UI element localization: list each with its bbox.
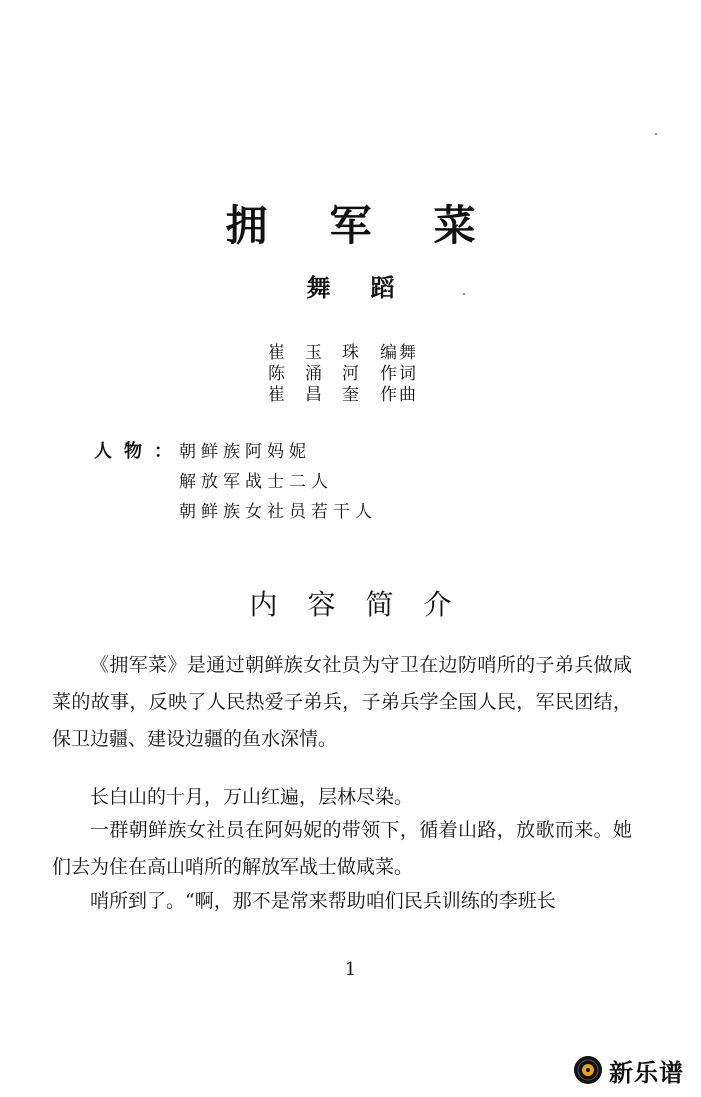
credit-role: 作词 <box>380 364 418 384</box>
page-number: 1 <box>344 959 357 980</box>
credit-line-choreography <box>268 342 428 365</box>
credit-role: 编舞 <box>380 343 418 363</box>
credit-line-lyrics <box>268 363 428 386</box>
credit-role: 作曲 <box>380 385 418 405</box>
character-line: 朝鲜族女社员若干人 <box>179 502 377 522</box>
music-disc-icon <box>573 1055 603 1085</box>
character-line: 朝鲜族阿妈妮 <box>179 442 311 462</box>
page-title: 拥军菜 <box>225 201 538 250</box>
scan-speck <box>655 133 657 135</box>
body-paragraph: 长白山的十月，万山红遍，层林尽染。 <box>90 786 414 808</box>
genre-subtitle: 舞蹈 <box>306 274 435 302</box>
section-heading: 内容简介 <box>249 588 482 621</box>
characters-label: 人物： <box>94 441 184 462</box>
character-line: 解放军战士二人 <box>179 472 333 492</box>
synopsis-paragraph: 《拥军菜》是通过朝鲜族女社员为守卫在边防哨所的子弟兵做咸菜的故事，反映了人民热爱子弟兵，子弟兵学全国人民，军民团结，保卫边疆、建设边疆的鱼水深情。 <box>52 654 632 750</box>
watermark-text: 新乐谱 <box>609 1058 684 1087</box>
credit-name: 陈 涌 河 <box>268 364 359 384</box>
credit-name: 崔 玉 珠 <box>268 343 359 363</box>
body-paragraph: 一群朝鲜族女社员在阿妈妮的带领下，循着山路，放歌而来。她们去为住在高山哨所的解放军战士做咸菜。 <box>52 819 632 878</box>
credit-name: 崔 昌 奎 <box>268 385 359 405</box>
body-paragraph: 哨所到了。“啊，那不是常来帮助咱们民兵训练的李班长 <box>90 890 556 912</box>
credit-line-music <box>268 384 428 407</box>
watermark-logo <box>573 1052 684 1088</box>
